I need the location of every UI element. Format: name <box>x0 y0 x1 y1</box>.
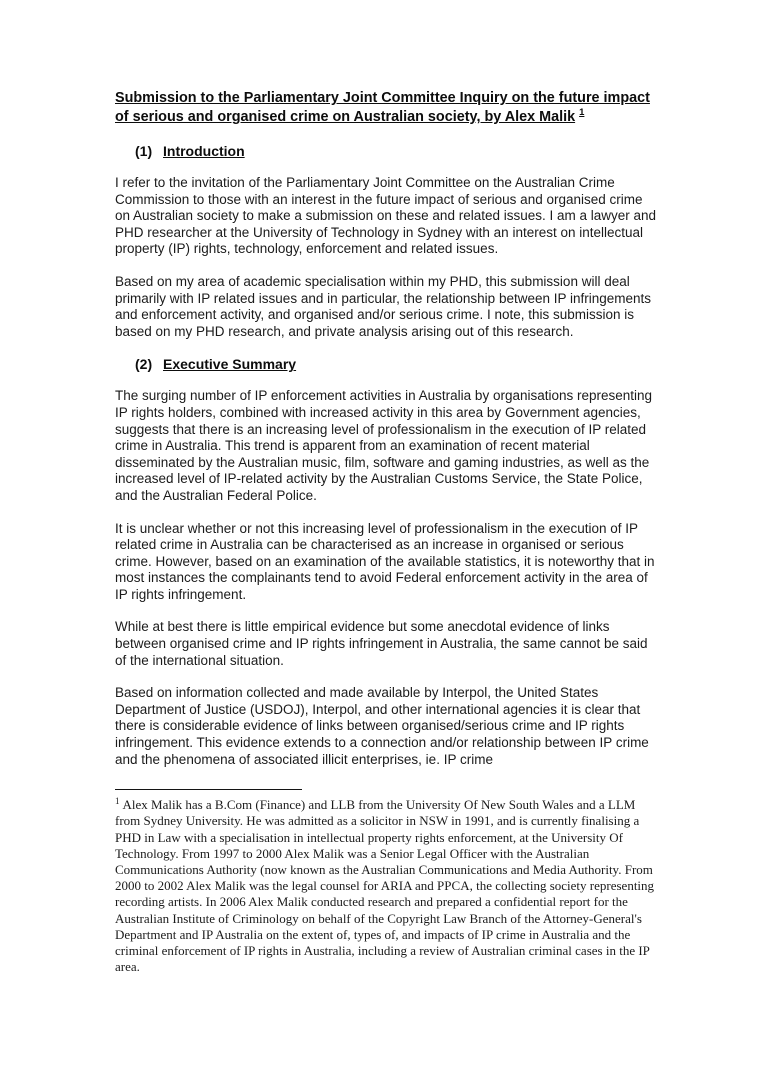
document-title <box>115 89 658 127</box>
footnote-separator <box>115 789 302 790</box>
paragraph: Based on information collected and made available by Interpol, the United States Department of Justice (USDOJ), Interpol, and other international agencies it is clear that there is considerable evidence of links between organised/serious crime and IP rights infringement. This evidence extends to a connection and/or relationship between IP crime and the phenomena of associated illicit enterprises, ie. IP crime <box>115 685 649 767</box>
section-heading-label: Executive Summary <box>163 356 297 373</box>
section-number: (2) <box>135 356 153 373</box>
paragraph: It is unclear whether or not this increasing level of professionalism in the execution of IP related crime in Australia can be characterised as an increase in organised or serious crime. However, based on an examination of the available statistics, it is noteworthy that in most instances the complainants tend to avoid Federal enforcement activity in the area of IP rights infringement. <box>115 520 655 602</box>
section-heading-introduction <box>115 143 658 160</box>
paragraph: Based on my area of academic specialisation within my PHD, this submission will deal primarily with IP related issues and in particular, the relationship between IP infringements and enforcement activity, and organised and/or serious crime. I note, this submission is based on my PHD research, and private analysis arising out of this research. <box>115 273 652 339</box>
section-number: (1) <box>135 143 153 159</box>
paragraph: The surging number of IP enforcement activities in Australia by organisations representing IP rights holders, combined with increased activity in this area by Government agencies, suggests that there is an increasing level of professionalism in the execution of IP related crime in Australia. This trend is apparent from an examination of recent material disseminated by the Australian music, film, software and gaming industries, as well as the increased level of IP-related activity by the Australian Customs Service, the State Police, and the Australian Federal Police. <box>115 388 653 503</box>
footnote-ref: 1 <box>115 795 120 806</box>
section-heading-label: Introduction <box>163 143 245 159</box>
title-footnote-ref: 1 <box>579 107 585 119</box>
paragraph: While at best there is little empirical evidence but some anecdotal evidence of links between organised crime and IP rights infringement in Australia, the same cannot be said of the international situation. <box>115 619 648 668</box>
document-title-text: Submission to the Parliamentary Joint Committee Inquiry on the future impact of serious and organised crime on Australian society, by Alex Malik <box>115 90 650 125</box>
document-content <box>115 89 658 975</box>
footnote <box>115 797 661 975</box>
paragraph: I refer to the invitation of the Parliamentary Joint Committee on the Australian Crime Commission to those with an interest in the future impact of serious and organised crime on Australian society to make a submission on these and related issues. I am a lawyer and PHD researcher at the University of Technology in Sydney with an interest on intellectual property (IP) rights, technology, enforcement and related issues. <box>115 175 657 257</box>
section-heading-executive-summary <box>115 356 658 373</box>
footnote-text: Alex Malik has a B.Com (Finance) and LLB from the University Of New South Wales and a LLM from Sydney University. He was admitted as a solicitor in NSW in 1991, and is currently finalising a PHD in Law with a specialisation in intellectual property rights enforcement, at the University Of Technology. From 1997 to 2000 Alex Malik was a Senior Legal Officer with the Australian Communications Authority (now known as the Australian Communications and Media Authority. From 2000 to 2002 Alex Malik was the legal counsel for ARIA and PPCA, the collecting society representing recording artists. In 2006 Alex Malik conducted research and prepared a confidential report for the Australian Institute of Criminology on behalf of the Copyright Law Branch of the Attorney-General's Department and IP Australia on the extent of, types of, and impacts of IP crime in Australia and the criminal enforcement of IP rights in Australia, including a review of Australian criminal cases in the IP area. <box>115 797 655 975</box>
